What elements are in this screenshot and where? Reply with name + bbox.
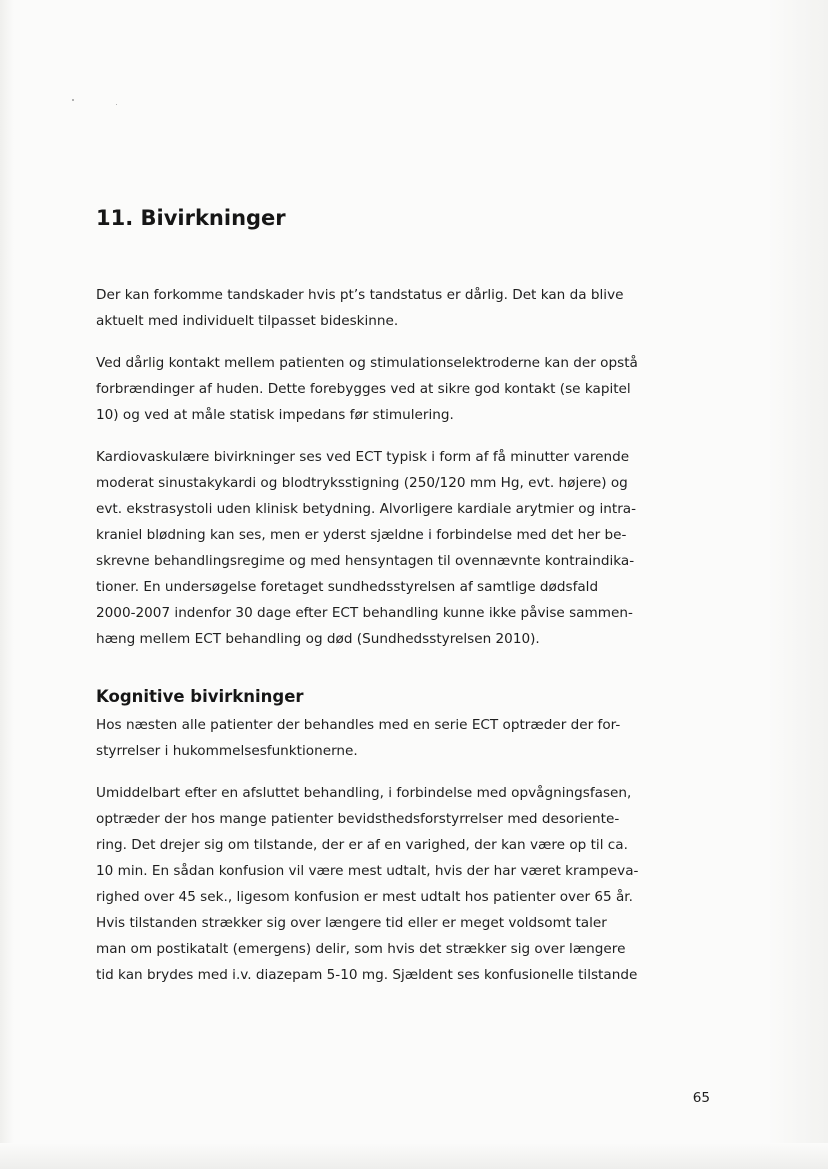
text-line: kraniel blødning kan ses, men er yderst sjældne i forbindelse med det her be- xyxy=(96,527,627,543)
text-line: skrevne behandlingsregime og med hensyntagen til ovennævnte kontraindika- xyxy=(96,553,635,569)
paragraph-memory xyxy=(96,712,718,764)
text-line: Umiddelbart efter en afsluttet behandling, i forbindelse med opvågningsfasen, xyxy=(96,785,632,801)
text-line: evt. ekstrasystoli uden klinisk betydning. Alvorligere kardiale arytmier og intra- xyxy=(96,501,637,517)
text-line: hæng mellem ECT behandling og død (Sundhedsstyrelsen 2010). xyxy=(96,631,540,647)
text-line: tioner. En undersøgelse foretaget sundhedsstyrelsen af samtlige dødsfald xyxy=(96,579,599,595)
text-line: 2000-2007 indenfor 30 dage efter ECT behandling kunne ikke påvise sammen- xyxy=(96,605,633,621)
text-line: styrrelser i hukommelsesfunktionerne. xyxy=(96,743,358,759)
paragraph-teeth xyxy=(96,282,718,334)
text-line: Ved dårlig kontakt mellem patienten og stimulationselektroderne kan der opstå xyxy=(96,355,638,371)
text-line: Kardiovaskulære bivirkninger ses ved ECT typisk i form af få minutter varende xyxy=(96,449,630,465)
text-line: Hvis tilstanden strækker sig over længere tid eller er meget voldsomt taler xyxy=(96,915,607,931)
scan-speck xyxy=(72,99,74,101)
page-number: 65 xyxy=(692,1090,710,1106)
paragraph-burns xyxy=(96,350,718,428)
text-line: Hos næsten alle patienter der behandles med en serie ECT optræder der for- xyxy=(96,717,621,733)
text-line: optræder der hos mange patienter bevidsthedsforstyrrelser med desoriente- xyxy=(96,811,620,827)
body-text xyxy=(96,282,718,1004)
text-line: aktuelt med individuelt tilpasset bideskinne. xyxy=(96,313,399,329)
text-line: 10) og ved at måle statisk impedans før stimulering. xyxy=(96,407,454,423)
text-line: moderat sinustakykardi og blodtryksstigning (250/120 mm Hg, evt. højere) og xyxy=(96,475,628,491)
section-heading: Kognitive bivirkninger xyxy=(96,687,304,706)
text-line: Der kan forkomme tandskader hvis pt’s tandstatus er dårlig. Det kan da blive xyxy=(96,287,624,303)
text-line: forbrændinger af huden. Dette forebygges ved at sikre god kontakt (se kapitel xyxy=(96,381,631,397)
paragraph-confusion xyxy=(96,780,718,988)
paragraph-cardiovascular xyxy=(96,444,718,652)
scan-shadow-left xyxy=(0,0,14,1169)
text-line: 10 min. En sådan konfusion vil være mest udtalt, hvis der har været krampeva- xyxy=(96,863,639,879)
document-page xyxy=(96,0,718,1169)
scan-shadow-right xyxy=(768,0,828,1169)
text-line: ring. Det drejer sig om tilstande, der er af en varighed, der kan være op til ca. xyxy=(96,837,628,853)
text-line: righed over 45 sek., ligesom konfusion er mest udtalt hos patienter over 65 år. xyxy=(96,889,633,905)
text-line: tid kan brydes med i.v. diazepam 5-10 mg. Sjældent ses konfusionelle tilstande xyxy=(96,967,638,983)
chapter-title: 11. Bivirkninger xyxy=(96,206,286,230)
text-line: man om postikatalt (emergens) delir, som hvis det strækker sig over længere xyxy=(96,941,626,957)
